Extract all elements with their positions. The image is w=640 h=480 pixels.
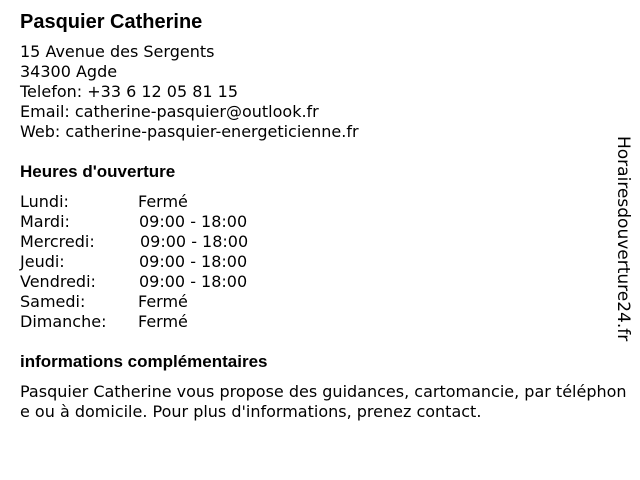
hours-day: Lundi: <box>20 192 69 211</box>
email-line: Email: catherine-pasquier@outlook.fr <box>20 102 319 121</box>
hours-row-saturday <box>20 292 616 312</box>
hours-row-thursday <box>20 252 616 272</box>
hours-row-tuesday <box>20 212 616 232</box>
watermark-text: Horairesdouverture24.fr <box>613 136 633 342</box>
hours-row-friday <box>20 272 616 292</box>
city-line: 34300 Agde <box>20 62 118 81</box>
phone-line: Telefon: +33 6 12 05 81 15 <box>20 82 239 101</box>
hours-row-sunday <box>20 312 616 332</box>
hours-time: 09:00 - 18:00 <box>140 232 249 251</box>
hours-day: Mardi: <box>20 212 70 231</box>
opening-hours-heading: Heures d'ouverture <box>20 162 176 181</box>
contact-block <box>20 42 616 142</box>
hours-time: Fermé <box>138 292 188 311</box>
hours-time: Fermé <box>138 312 188 331</box>
hours-row-wednesday <box>20 232 616 252</box>
hours-day: Mercredi: <box>20 232 95 251</box>
hours-day: Samedi: <box>20 292 86 311</box>
street-address: 15 Avenue des Sergents <box>20 42 215 61</box>
hours-day: Dimanche: <box>20 312 107 331</box>
business-name: Pasquier Catherine <box>20 11 203 33</box>
hours-day: Jeudi: <box>20 252 65 271</box>
hours-time: 09:00 - 18:00 <box>139 252 248 271</box>
hours-row-monday <box>20 192 616 212</box>
additional-info-text: Pasquier Catherine vous propose des guidances, cartomancie, par téléphone ou à domicile. Pour plus d'informations, prenez contact. <box>20 382 627 421</box>
opening-hours-table <box>20 192 616 332</box>
hours-time: 09:00 - 18:00 <box>139 212 248 231</box>
hours-time: 09:00 - 18:00 <box>139 272 248 291</box>
additional-info-heading: informations complémentaires <box>20 352 268 371</box>
website-line: Web: catherine-pasquier-energeticienne.fr <box>20 122 359 141</box>
hours-time: Fermé <box>138 192 188 211</box>
hours-day: Vendredi: <box>20 272 96 291</box>
